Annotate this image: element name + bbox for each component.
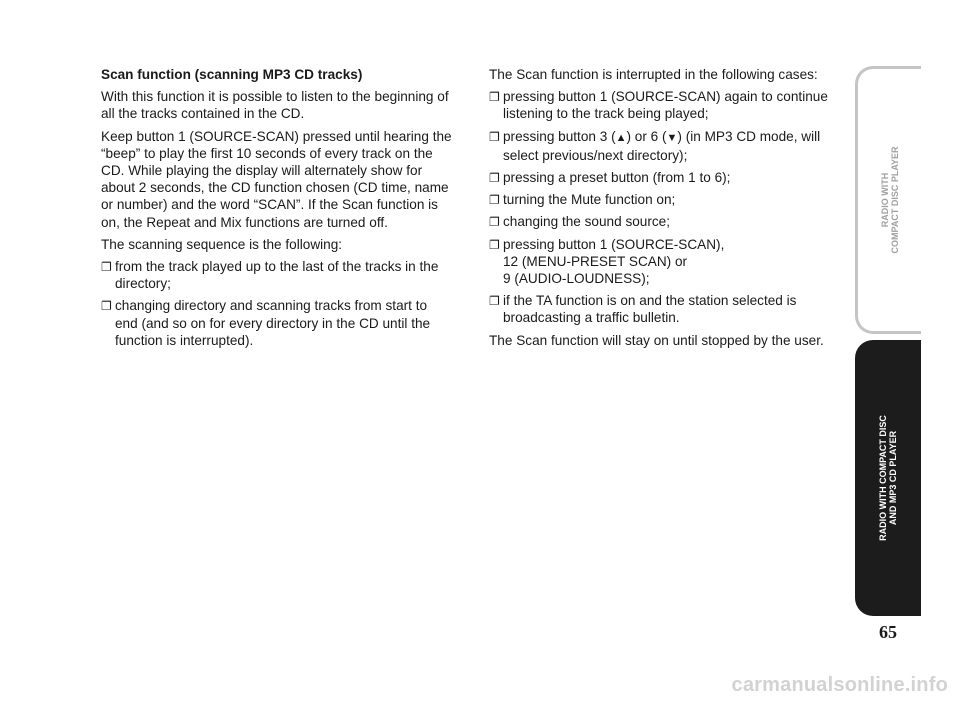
interrupt-intro: The Scan function is interrupted in the following cases:	[489, 67, 818, 82]
triangle-up-icon: ▲	[615, 131, 627, 144]
interrupt-list	[489, 88, 841, 326]
section-heading: Scan function (scanning MP3 CD tracks)	[101, 67, 363, 82]
checkbox-bullet-icon: ❐	[101, 260, 112, 275]
right-column	[489, 66, 841, 354]
list-item: ❐ pressing a preset button (from 1 to 6);	[489, 169, 841, 186]
checkbox-bullet-icon: ❐	[489, 171, 500, 186]
list-item: ❐ if the TA function is on and the station selected is broadcasting a traffic bulletin.	[489, 293, 797, 326]
list-item: ❐ turning the Mute function on;	[489, 191, 841, 208]
chapter-tab-label: RADIO WITH COMPACT DISC PLAYER	[879, 146, 900, 254]
closing-paragraph: The Scan function will stay on until stopped by the user.	[489, 332, 824, 348]
list-item: ❐ pressing button 1 (SOURCE-SCAN), 12 (MENU-PRESET SCAN) or 9 (AUDIO-LOUDNESS);	[489, 236, 725, 287]
left-column	[101, 66, 453, 354]
checkbox-bullet-icon: ❐	[489, 129, 500, 144]
chapter-tab-radio-cd[interactable]	[855, 66, 921, 334]
sequence-list	[101, 258, 453, 349]
page-number: 65	[879, 622, 897, 642]
list-item: ❐ changing the sound source;	[489, 213, 841, 230]
sequence-paragraph: The scanning sequence is the following:	[101, 236, 343, 252]
triangle-down-icon: ▼	[666, 131, 678, 144]
chapter-tab-label: RADIO WITH COMPACT DISC AND MP3 CD PLAYER	[878, 415, 898, 541]
watermark: carmanualsonline.info	[731, 674, 948, 696]
checkbox-bullet-icon: ❐	[489, 237, 500, 252]
intro-paragraph: With this function it is possible to listen to the beginning of all the tracks contained in the CD.	[101, 89, 449, 122]
checkbox-bullet-icon: ❐	[489, 294, 500, 309]
list-item: ❐ from the track played up to the last of the tracks in the directory;	[101, 259, 439, 292]
checkbox-bullet-icon: ❐	[101, 299, 112, 314]
chapter-tab-radio-mp3[interactable]	[855, 340, 921, 616]
checkbox-bullet-icon: ❐	[489, 90, 500, 105]
checkbox-bullet-icon: ❐	[489, 193, 500, 208]
list-item: ❐ changing directory and scanning tracks from start to end (and so on for every directory in the CD until the function is interrupted).	[101, 298, 431, 348]
list-item: ❐ pressing button 1 (SOURCE-SCAN) again to continue listening to the track being played;	[489, 89, 828, 122]
list-item: ❐ pressing button 3 (▲) or 6 (▼) (in MP3 CD mode, will select previous/next directory);	[489, 128, 821, 163]
checkbox-bullet-icon: ❐	[489, 215, 500, 230]
instructions-paragraph: Keep button 1 (SOURCE-SCAN) pressed until hearing the “beep” to play the first 10 seconds of every track on the CD. While playing the display will alternately show for about 2 seconds, the CD function chosen (CD time, name or number) and the word “SCAN”. If the Scan function is on, the Repeat and Mix functions are turned off.	[101, 128, 452, 230]
